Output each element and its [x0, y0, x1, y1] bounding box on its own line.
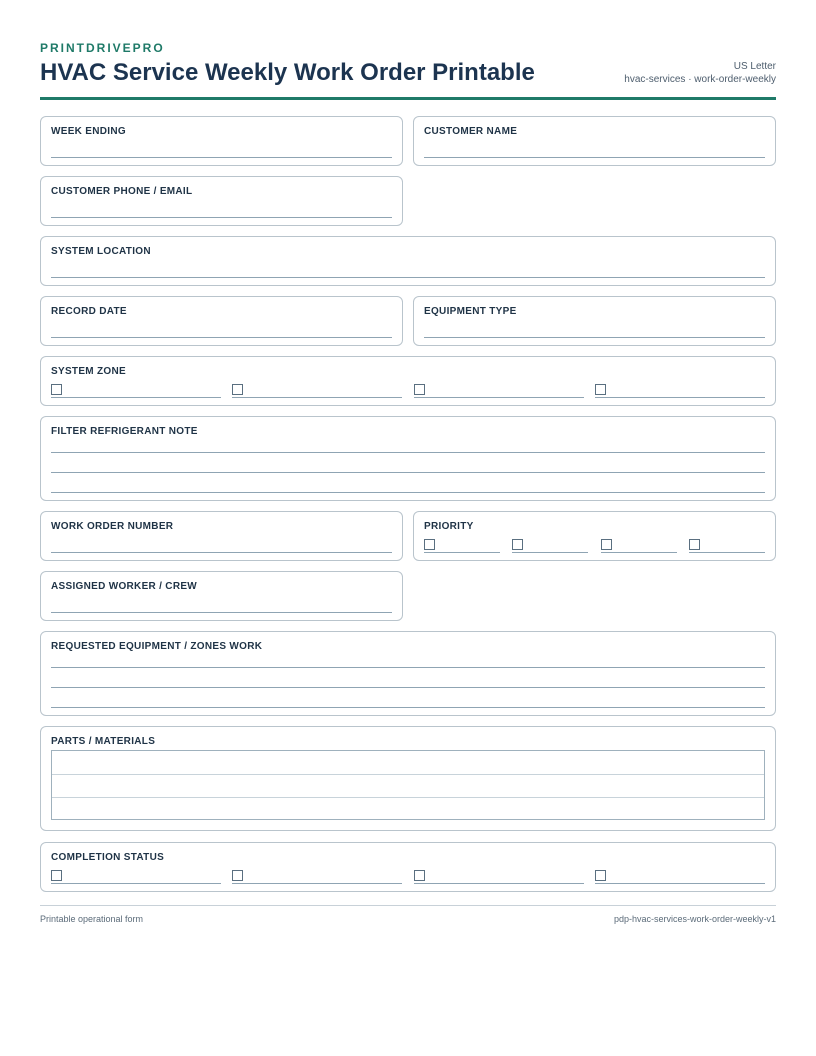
- filter-note-line[interactable]: [51, 492, 765, 493]
- system-zone-checkbox[interactable]: [414, 384, 425, 395]
- brand-name: PRINTDRIVEPRO: [40, 41, 165, 55]
- completion-status-option-line[interactable]: [595, 883, 765, 884]
- system-location-input-line[interactable]: [51, 277, 765, 278]
- record-date-field: [40, 296, 403, 346]
- system-zone-checkbox[interactable]: [51, 384, 62, 395]
- page-title: HVAC Service Weekly Work Order Printable: [40, 59, 535, 86]
- system-location-label: SYSTEM LOCATION: [51, 246, 151, 257]
- completion-status-label: COMPLETION STATUS: [51, 852, 165, 863]
- footer-rule: [40, 905, 776, 906]
- requested-work-field: [40, 631, 776, 716]
- priority-option-line[interactable]: [689, 552, 765, 553]
- completion-status-option-line[interactable]: [232, 883, 402, 884]
- completion-status-option-line[interactable]: [414, 883, 584, 884]
- priority-checkbox[interactable]: [424, 539, 435, 550]
- customer-name-label: CUSTOMER NAME: [424, 126, 518, 137]
- completion-status-checkbox[interactable]: [232, 870, 243, 881]
- requested-work-line[interactable]: [51, 707, 765, 708]
- customer-contact-label: CUSTOMER PHONE / EMAIL: [51, 186, 193, 197]
- system-zone-option-line[interactable]: [414, 397, 584, 398]
- work-order-number-label: WORK ORDER NUMBER: [51, 521, 174, 532]
- completion-status-checkbox[interactable]: [51, 870, 62, 881]
- filter-note-line[interactable]: [51, 472, 765, 473]
- system-zone-checkbox[interactable]: [595, 384, 606, 395]
- week-ending-label: WEEK ENDING: [51, 126, 126, 137]
- parts-table-row-divider: [52, 797, 764, 798]
- header-rule: [40, 97, 776, 100]
- system-zone-option-line[interactable]: [595, 397, 765, 398]
- equipment-type-label: EQUIPMENT TYPE: [424, 306, 517, 317]
- requested-work-line[interactable]: [51, 667, 765, 668]
- footer-note: Printable operational form: [40, 914, 144, 924]
- work-order-form: [40, 0, 776, 1056]
- document-meta: [624, 60, 776, 86]
- priority-checkbox[interactable]: [512, 539, 523, 550]
- system-zone-label: SYSTEM ZONE: [51, 366, 126, 377]
- priority-checkbox[interactable]: [601, 539, 612, 550]
- priority-label: PRIORITY: [424, 521, 474, 532]
- system-zone-option-line[interactable]: [232, 397, 402, 398]
- requested-work-label: REQUESTED EQUIPMENT / ZONES WORK: [51, 641, 263, 652]
- parts-materials-label: PARTS / MATERIALS: [51, 736, 156, 747]
- customer-name-input-line[interactable]: [424, 157, 765, 158]
- completion-status-option-line[interactable]: [51, 883, 221, 884]
- work-order-number-input-line[interactable]: [51, 552, 392, 553]
- record-date-input-line[interactable]: [51, 337, 392, 338]
- parts-materials-field: [40, 726, 776, 831]
- filter-note-label: FILTER REFRIGERANT NOTE: [51, 426, 198, 437]
- parts-table-row-divider: [52, 774, 764, 775]
- assigned-worker-input-line[interactable]: [51, 612, 392, 613]
- system-zone-checkbox[interactable]: [232, 384, 243, 395]
- week-ending-field: [40, 116, 403, 166]
- priority-field: [413, 511, 776, 561]
- customer-contact-input-line[interactable]: [51, 217, 392, 218]
- assigned-worker-label: ASSIGNED WORKER / CREW: [51, 581, 198, 592]
- week-ending-input-line[interactable]: [51, 157, 392, 158]
- priority-checkbox[interactable]: [689, 539, 700, 550]
- equipment-type-input-line[interactable]: [424, 337, 765, 338]
- completion-status-field: [40, 842, 776, 892]
- footer-form-id: pdp-hvac-services-work-order-weekly-v1: [613, 914, 776, 924]
- assigned-worker-field: [40, 571, 403, 621]
- priority-option-line[interactable]: [601, 552, 677, 553]
- system-location-field: [40, 236, 776, 286]
- document-path: hvac-services · work-order-weekly: [624, 74, 776, 85]
- system-zone-option-line[interactable]: [51, 397, 221, 398]
- parts-materials-table: [51, 750, 765, 820]
- record-date-label: RECORD DATE: [51, 306, 127, 317]
- priority-option-line[interactable]: [512, 552, 588, 553]
- paper-size: US Letter: [733, 61, 776, 72]
- customer-name-field: [413, 116, 776, 166]
- filter-note-field: [40, 416, 776, 501]
- completion-status-checkbox[interactable]: [414, 870, 425, 881]
- filter-note-line[interactable]: [51, 452, 765, 453]
- completion-status-checkbox[interactable]: [595, 870, 606, 881]
- equipment-type-field: [413, 296, 776, 346]
- system-zone-field: [40, 356, 776, 406]
- priority-option-line[interactable]: [424, 552, 500, 553]
- work-order-number-field: [40, 511, 403, 561]
- customer-contact-field: [40, 176, 403, 226]
- requested-work-line[interactable]: [51, 687, 765, 688]
